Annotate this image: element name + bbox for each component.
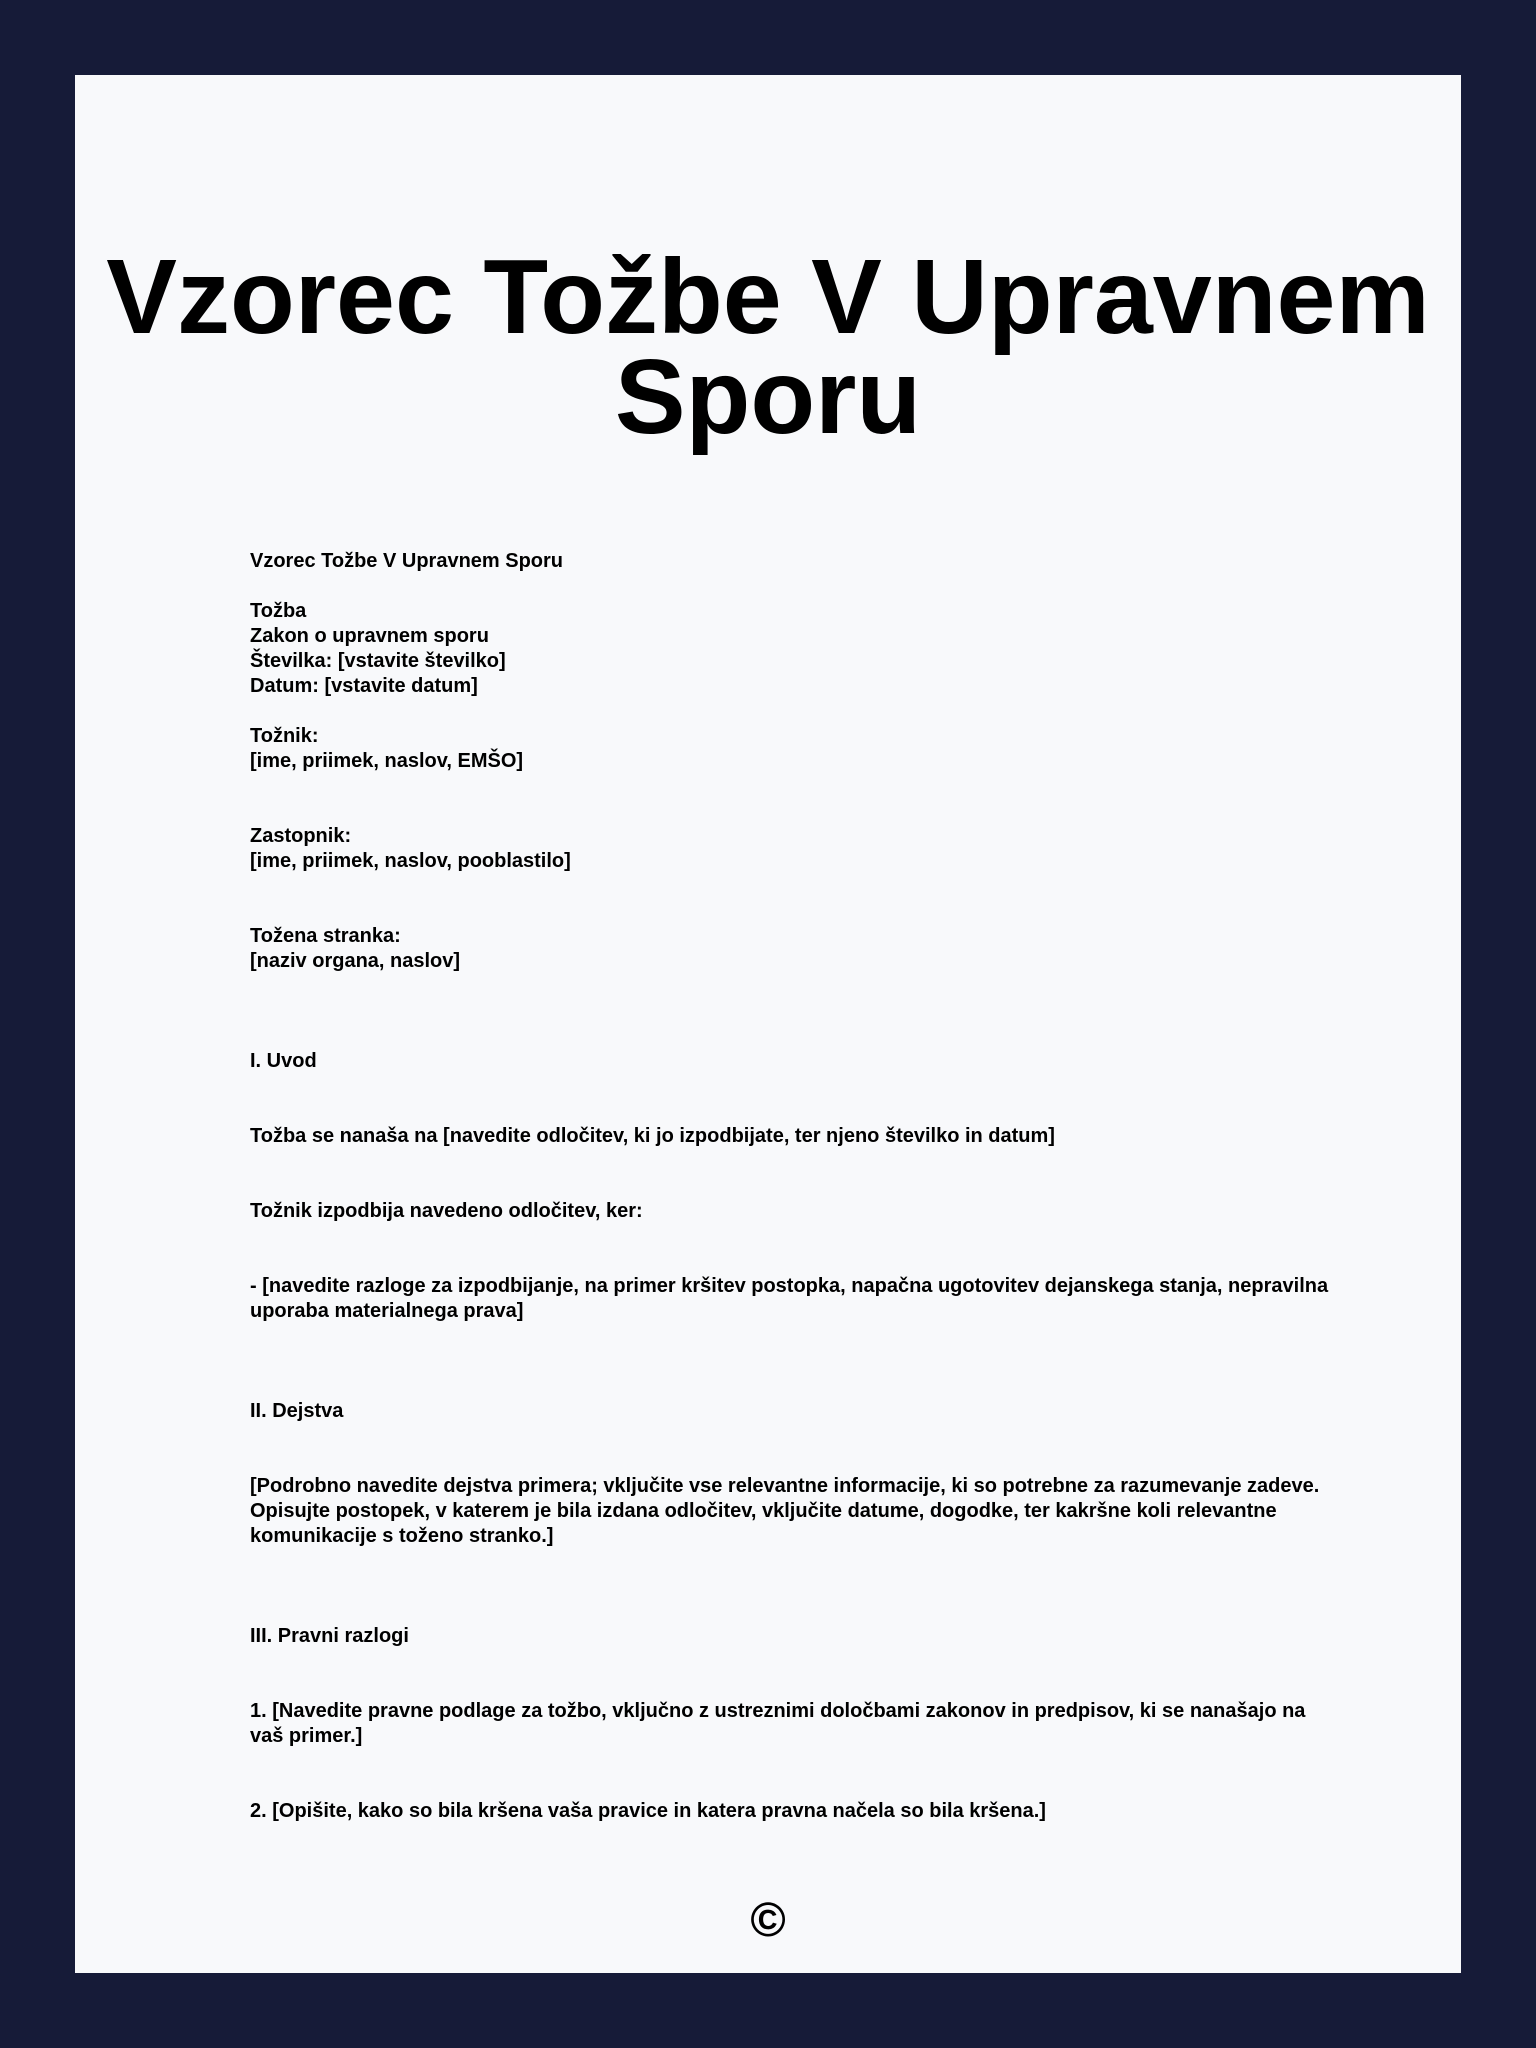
blank-line bbox=[250, 1424, 1330, 1449]
blank-line bbox=[250, 1549, 1330, 1574]
blank-line bbox=[250, 1674, 1330, 1699]
representative-value: [ime, priimek, naslov, pooblastilo] bbox=[250, 850, 571, 872]
blank-line bbox=[250, 799, 1330, 824]
blank-line bbox=[250, 999, 1330, 1024]
copyright-icon: © bbox=[750, 1894, 786, 1947]
section-1-paragraph-2: Tožnik izpodbija navedeno odločitev, ker: bbox=[250, 1200, 643, 1222]
blank-line bbox=[250, 1749, 1330, 1774]
plaintiff-label: Tožnik: bbox=[250, 725, 319, 747]
page-title: Vzorec Tožbe V Upravnem Sporu bbox=[106, 238, 1430, 456]
blank-line bbox=[250, 1349, 1330, 1374]
section-1-paragraph-1: Tožba se nanaša na [navedite odločitev, ki jo izpodbijate, ter njeno številko in datum] bbox=[250, 1125, 1055, 1147]
document-body bbox=[250, 549, 1330, 1824]
blank-line bbox=[250, 1774, 1330, 1799]
blank-line bbox=[250, 574, 1330, 599]
blank-line bbox=[250, 1374, 1330, 1399]
section-3-paragraph-2: 2. [Opišite, kako so bila kršena vaša pravice in katera pravna načela so bila kršena.] bbox=[250, 1800, 1046, 1822]
section-1-title: I. Uvod bbox=[250, 1050, 317, 1072]
section-3-paragraph-1: 1. [Navedite pravne podlage za tožbo, vključno z ustreznimi določbami zakonov in predpisov, ki se nanašajo na vaš primer.] bbox=[250, 1700, 1306, 1747]
blank-line bbox=[250, 1249, 1330, 1274]
blank-line bbox=[250, 1599, 1330, 1624]
blank-line bbox=[250, 774, 1330, 799]
blank-line bbox=[250, 1224, 1330, 1249]
document-page bbox=[75, 75, 1461, 1973]
case-date: Datum: [vstavite datum] bbox=[250, 675, 478, 697]
blank-line bbox=[250, 1574, 1330, 1599]
blank-line bbox=[250, 1649, 1330, 1674]
blank-line bbox=[250, 1024, 1330, 1049]
blank-line bbox=[250, 1174, 1330, 1199]
heading-line: Vzorec Tožbe V Upravnem Sporu bbox=[250, 550, 564, 572]
blank-line bbox=[250, 1149, 1330, 1174]
doc-type: Tožba bbox=[250, 600, 307, 622]
defendant-value: [naziv organa, naslov] bbox=[250, 950, 461, 972]
plaintiff-value: [ime, priimek, naslov, EMŠO] bbox=[250, 750, 524, 772]
blank-line bbox=[250, 1449, 1330, 1474]
case-number: Številka: [vstavite številko] bbox=[250, 650, 506, 672]
section-2-paragraph-1: [Podrobno navedite dejstva primera; vključite vse relevantne informacije, ki so potrebne za razumevanje zadeve. Opisujte postopek, v katerem je bila izdana odločitev, vključite datume, dogodke, ter kakršne koli relevantne komunikacije s toženo stranko.] bbox=[250, 1475, 1320, 1547]
blank-line bbox=[250, 874, 1330, 899]
representative-label: Zastopnik: bbox=[250, 825, 352, 847]
blank-line bbox=[250, 1099, 1330, 1124]
section-2-title: II. Dejstva bbox=[250, 1400, 344, 1422]
defendant-label: Tožena stranka: bbox=[250, 925, 401, 947]
blank-line bbox=[250, 699, 1330, 724]
law-name: Zakon o upravnem sporu bbox=[250, 625, 489, 647]
section-3-title: III. Pravni razlogi bbox=[250, 1625, 409, 1647]
section-1-paragraph-3: - [navedite razloge za izpodbijanje, na primer kršitev postopka, napačna ugotovitev dejanskega stanja, nepravilna uporaba materialnega prava] bbox=[250, 1275, 1329, 1322]
blank-line bbox=[250, 899, 1330, 924]
blank-line bbox=[250, 1324, 1330, 1349]
blank-line bbox=[250, 974, 1330, 999]
blank-line bbox=[250, 1074, 1330, 1099]
